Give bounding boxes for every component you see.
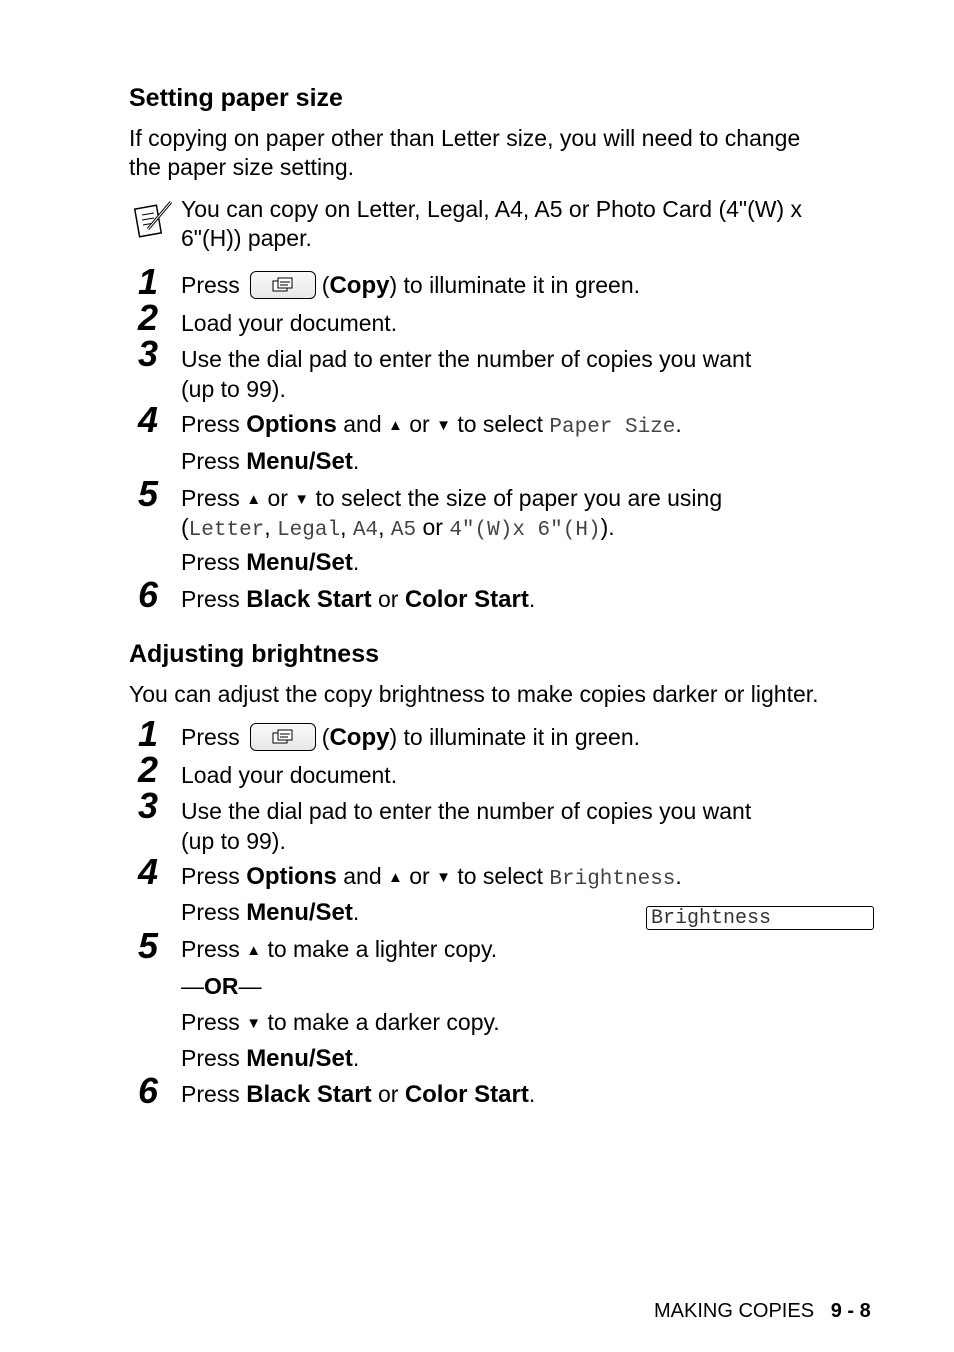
step-6-text: Press Black Start or Color Start. bbox=[181, 586, 536, 613]
copy-key-icon bbox=[250, 723, 316, 751]
page-footer bbox=[654, 1300, 871, 1323]
footer-chapter: MAKING COPIES bbox=[654, 1300, 815, 1322]
step-number: 3 bbox=[138, 785, 159, 826]
step-1-text: Press (Copy) to illuminate it in green. bbox=[181, 272, 641, 299]
step-number: 1 bbox=[138, 713, 159, 754]
step-2-text: Load your document. bbox=[181, 762, 398, 788]
step-number: 3 bbox=[138, 333, 159, 374]
step-number: 6 bbox=[138, 1070, 159, 1111]
section-title-paper-size: Setting paper size bbox=[129, 84, 343, 112]
step-1-text: Press (Copy) to illuminate it in green. bbox=[181, 724, 641, 751]
step-3-line-2: (up to 99). bbox=[181, 828, 286, 854]
step-3-line-1: Use the dial pad to enter the number of copies you want bbox=[181, 346, 752, 372]
step-5-line-1: Press ▲ or ▼ to select the size of paper you are using bbox=[181, 485, 723, 511]
step-number: 1 bbox=[138, 261, 159, 302]
footer-page-number: 9 - 8 bbox=[830, 1300, 871, 1322]
brightness-intro: You can adjust the copy brightness to make copies darker or lighter. bbox=[129, 681, 819, 707]
step-4-line-2: Press Menu/Set. bbox=[181, 448, 360, 475]
step-3-line-1: Use the dial pad to enter the number of copies you want bbox=[181, 798, 752, 824]
step-2-text: Load your document. bbox=[181, 310, 398, 336]
step-number: 2 bbox=[138, 297, 159, 338]
step-5-line-4: Press Menu/Set. bbox=[181, 1045, 360, 1072]
note-pencil-icon bbox=[134, 199, 174, 239]
intro-line-1: If copying on paper other than Letter size, you will need to change bbox=[129, 125, 801, 151]
step-4-line-1: Press Options and ▲ or ▼ to select Brightness. bbox=[181, 863, 682, 891]
step-5-line-3: Press Menu/Set. bbox=[181, 549, 360, 576]
note-line-2: 6"(H)) paper. bbox=[181, 225, 312, 251]
lcd-display: Brightness bbox=[646, 906, 874, 930]
intro-line-2: the paper size setting. bbox=[129, 154, 355, 180]
step-4-line-2: Press Menu/Set. bbox=[181, 899, 360, 926]
step-5-line-2: (Letter, Legal, A4, A5 or 4"(W)x 6"(H)). bbox=[181, 514, 615, 542]
step-number: 4 bbox=[138, 851, 159, 892]
step-5-line-1: Press ▲ to make a lighter copy. bbox=[181, 936, 498, 962]
step-5-line-3: Press ▼ to make a darker copy. bbox=[181, 1009, 500, 1035]
step-number: 6 bbox=[138, 574, 159, 615]
step-5-or: —OR— bbox=[181, 973, 262, 999]
step-number: 5 bbox=[138, 473, 159, 514]
note-line-1: You can copy on Letter, Legal, A4, A5 or Photo Card (4"(W) x bbox=[181, 196, 803, 222]
step-number: 2 bbox=[138, 749, 159, 790]
section-title-brightness: Adjusting brightness bbox=[129, 640, 379, 668]
step-number: 4 bbox=[138, 399, 159, 440]
step-number: 5 bbox=[138, 925, 159, 966]
copy-key-icon bbox=[250, 271, 316, 299]
step-4-line-1: Press Options and ▲ or ▼ to select Paper Size. bbox=[181, 411, 682, 439]
step-3-line-2: (up to 99). bbox=[181, 376, 286, 402]
step-6-text: Press Black Start or Color Start. bbox=[181, 1081, 536, 1108]
